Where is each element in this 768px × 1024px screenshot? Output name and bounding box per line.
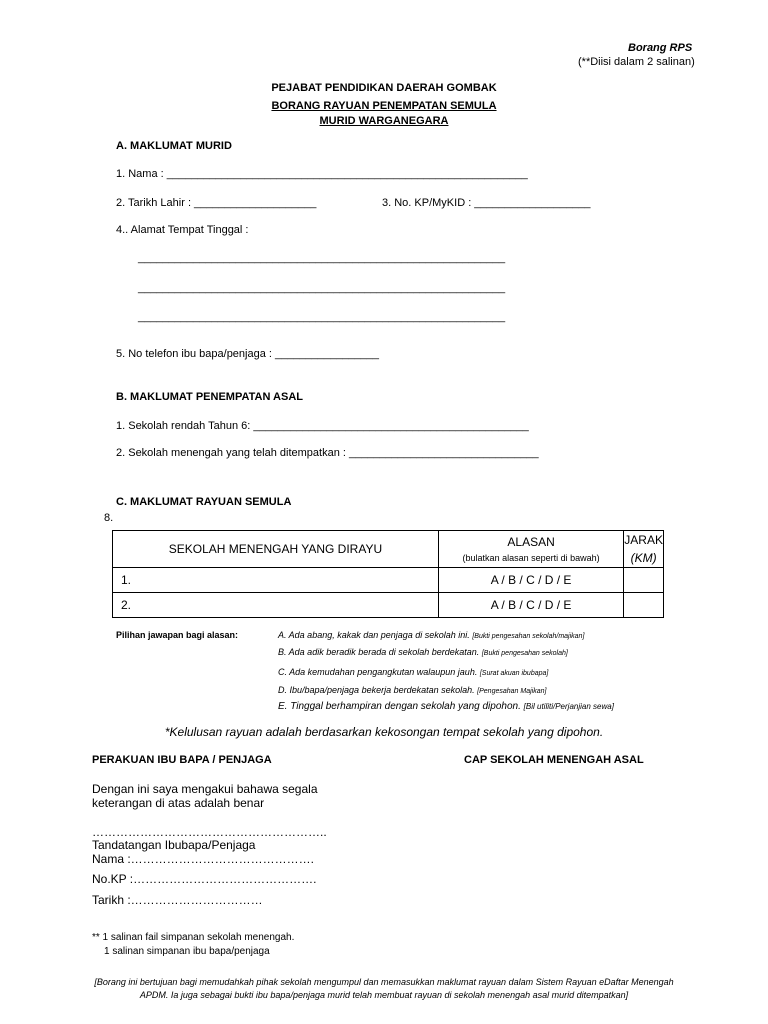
table-row xyxy=(113,593,664,618)
col-reason-title: ALASAN xyxy=(507,535,555,549)
item-number: 8. xyxy=(104,512,114,524)
form-subtitle-wrap xyxy=(0,111,768,129)
perakuan-heading: PERAKUAN IBU BAPA / PENJAGA xyxy=(92,754,272,766)
option-e-note: [Bil utiliti/Perjanjian sewa] xyxy=(523,702,614,711)
row-reason-options[interactable]: A / B / C / D / E xyxy=(438,568,623,593)
alamat-label: 4.. Alamat Tempat Tinggal : xyxy=(116,224,249,236)
appeal-table xyxy=(112,530,664,618)
option-a xyxy=(278,630,584,640)
stamp-heading: CAP SEKOLAH MENENGAH ASAL xyxy=(464,754,644,766)
row-reason-options[interactable]: A / B / C / D / E xyxy=(438,593,623,618)
option-b-note: [Bukti pengesahan sekolah] xyxy=(481,650,568,657)
sekolah-rendah-field[interactable]: 1. Sekolah rendah Tahun 6: _____________________________________________ xyxy=(116,420,529,432)
option-c-note: [Surat akuan ibubapa] xyxy=(479,670,549,677)
table-row xyxy=(113,568,664,593)
option-d-text: D. Ibu/bapa/penjaga bekerja berdekatan sekolah. xyxy=(278,685,475,695)
option-d-note: [Pengesahan Majikan] xyxy=(477,688,547,695)
copies-line-2: 1 salinan simpanan ibu bapa/penjaga xyxy=(104,946,270,957)
signature-line[interactable]: ………………………………………………….. xyxy=(92,825,327,839)
col-reason-header xyxy=(438,531,623,568)
form-code: Borang RPS xyxy=(628,42,693,54)
option-b xyxy=(278,647,568,657)
tarikh-lahir-field[interactable]: 2. Tarikh Lahir : ____________________ xyxy=(116,197,317,209)
option-a-note: [Bukti pengesahan sekolah/majikan] xyxy=(472,633,585,640)
nama-field[interactable]: 1. Nama : ___________________________________________________________ xyxy=(116,168,528,180)
no-kp-field[interactable]: 3. No. KP/MyKID : ___________________ xyxy=(382,197,591,209)
col-distance-title: JARAK xyxy=(624,533,663,547)
row-number[interactable]: 2. xyxy=(113,593,439,618)
row-number[interactable]: 1. xyxy=(113,568,439,593)
form-title: BORANG RAYUAN PENEMPATAN SEMULA xyxy=(271,100,497,112)
option-b-text: B. Ada adik beradik berada di sekolah berdekatan. xyxy=(278,647,480,657)
col-reason-sub: (bulatkan alasan seperti di bawah) xyxy=(462,553,600,563)
option-c-text: C. Ada kemudahan pengangkutan walaupun jauh. xyxy=(278,667,478,677)
section-a-heading: A. MAKLUMAT MURID xyxy=(116,140,232,152)
date-field[interactable]: Tarikh :…………………………… xyxy=(92,893,263,907)
telefon-field[interactable]: 5. No telefon ibu bapa/penjaga : _________________ xyxy=(116,348,380,360)
sekolah-menengah-field[interactable]: 2. Sekolah menengah yang telah ditempatkan : _______________________________ xyxy=(116,447,539,459)
footer-line-2: APDM. Ia juga sebagai bukti ibu bapa/penjaga murid telah membuat rayuan di sekolah menengah asal murid ditempatkan] xyxy=(139,990,629,1000)
option-d xyxy=(278,685,546,695)
option-e-text: E. Tinggal berhampiran dengan sekolah yang dipohon. xyxy=(278,701,521,712)
option-a-text: A. Ada abang, kakak dan penjaga di sekolah ini. xyxy=(278,630,470,640)
option-c xyxy=(278,667,548,677)
signature-label: Tandatangan Ibubapa/Penjaga xyxy=(92,838,256,852)
table-header-row xyxy=(113,531,664,568)
option-e xyxy=(278,701,614,712)
address-line-2[interactable]: ____________________________________________________________ xyxy=(138,282,506,294)
address-line-3[interactable]: ____________________________________________________________ xyxy=(138,311,506,323)
footer-line-1: [Borang ini bertujuan bagi memudahkah pihak sekolah mengumpul dan memasukkan maklumat rayuan dalam Sistem Rayuan eDaftar Menengah xyxy=(94,977,674,987)
copies-note: (**Diisi dalam 2 salinan) xyxy=(578,56,695,68)
declaration-line-1: Dengan ini saya mengakui bahawa segala xyxy=(92,782,318,796)
copies-line-1: ** 1 salinan fail simpanan sekolah menengah. xyxy=(92,932,295,943)
col-distance-header xyxy=(624,531,664,568)
office-title: PEJABAT PENDIDIKAN DAERAH GOMBAK xyxy=(271,82,497,94)
approval-note: *Kelulusan rayuan adalah berdasarkan kekosongan tempat sekolah yang dipohon. xyxy=(164,725,604,739)
col-school-header: SEKOLAH MENENGAH YANG DIRAYU xyxy=(113,531,439,568)
section-c-heading: C. MAKLUMAT RAYUAN SEMULA xyxy=(116,496,292,508)
row-distance-cell[interactable] xyxy=(624,568,664,593)
parent-name-field[interactable]: Nama :………………………………………. xyxy=(92,852,315,866)
address-line-1[interactable]: ____________________________________________________________ xyxy=(138,252,506,264)
form-subtitle: MURID WARGANEGARA xyxy=(319,115,449,127)
declaration-line-2: keterangan di atas adalah benar xyxy=(92,796,265,810)
row-distance-cell[interactable] xyxy=(624,593,664,618)
parent-kp-field[interactable]: No.KP :………………………………………. xyxy=(92,872,317,886)
col-distance-sub: (KM) xyxy=(630,551,657,565)
options-label: Pilihan jawapan bagi alasan: xyxy=(116,630,239,640)
section-b-heading: B. MAKLUMAT PENEMPATAN ASAL xyxy=(116,391,303,403)
